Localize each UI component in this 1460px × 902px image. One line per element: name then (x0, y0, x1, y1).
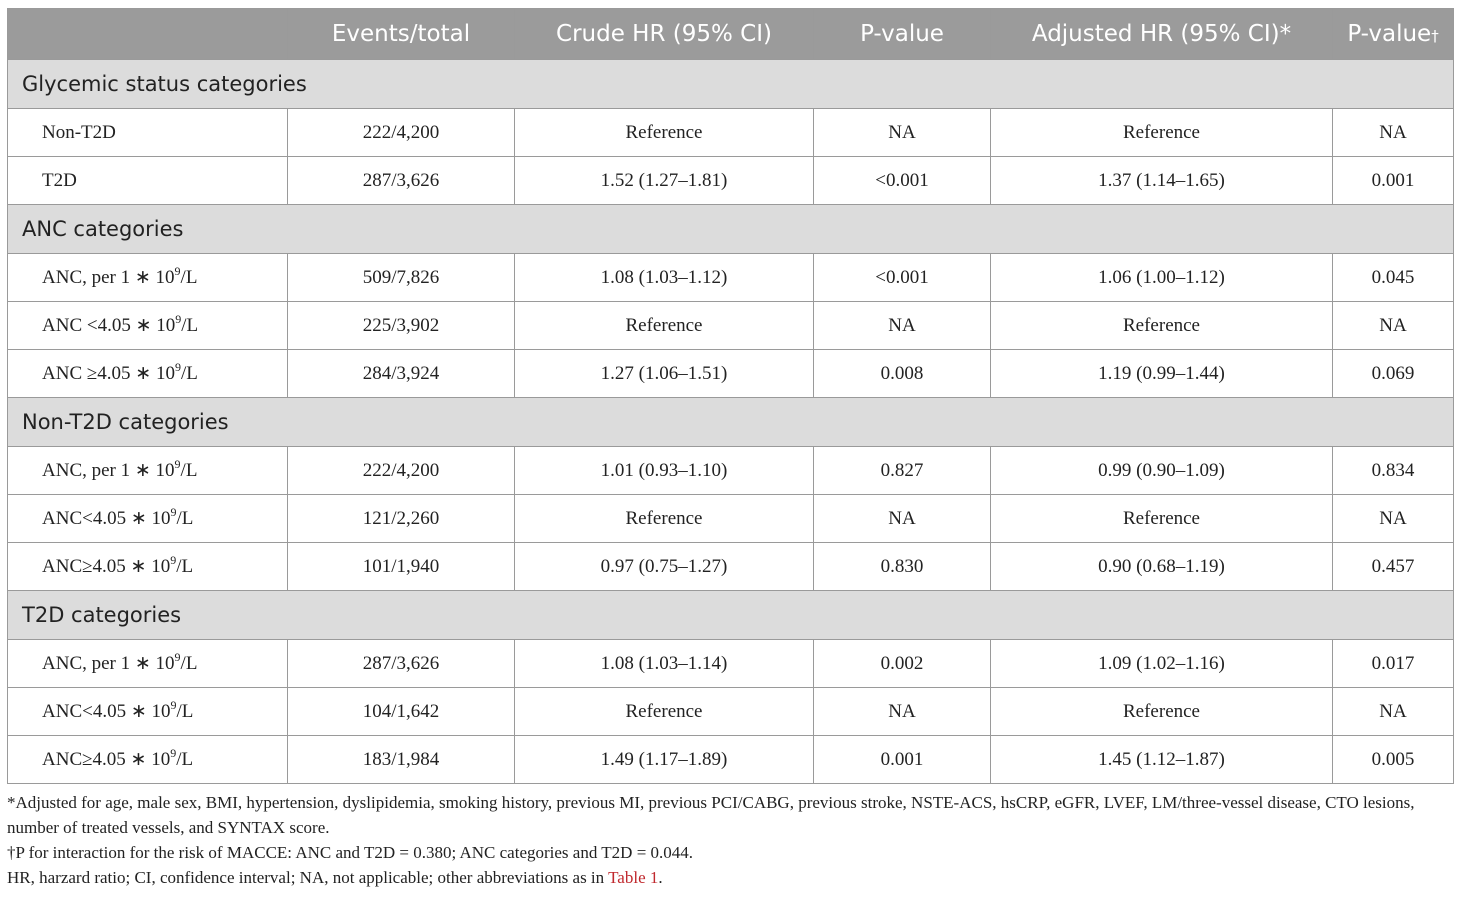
adjusted-hr-cell: Reference (991, 688, 1333, 736)
exponent: 9 (170, 745, 177, 760)
events-cell: 183/1,984 (288, 736, 515, 784)
row-label (8, 157, 288, 205)
header-events-total: Events/total (288, 9, 515, 60)
section-title: T2D categories (8, 591, 1454, 640)
events-cell: 225/3,902 (288, 302, 515, 350)
row-label (8, 640, 288, 688)
adjusted-hr-cell: Reference (991, 302, 1333, 350)
p-value-adjusted-cell: 0.834 (1333, 447, 1454, 495)
p-value-cell: 0.827 (814, 447, 991, 495)
crude-hr-cell: 1.08 (1.03–1.12) (515, 254, 814, 302)
p-value-adjusted-cell: 0.005 (1333, 736, 1454, 784)
p-value-adjusted-cell: 0.045 (1333, 254, 1454, 302)
crude-hr-cell: 0.97 (0.75–1.27) (515, 543, 814, 591)
header-crude-hr: Crude HR (95% CI) (515, 9, 814, 60)
p-value-adjusted-cell: NA (1333, 109, 1454, 157)
row-label (8, 543, 288, 591)
row-label-text: ANC, per 1 ∗ 10 (42, 653, 175, 674)
hazard-ratio-table (7, 8, 1454, 784)
crude-hr-cell: Reference (515, 109, 814, 157)
exponent: 9 (174, 263, 181, 278)
footnote-abbreviations-text: HR, harzard ratio; CI, confidence interval; NA, not applicable; other abbreviations as in (7, 868, 609, 887)
table-footnotes (7, 790, 1453, 890)
header-p-value-adjusted-label: P-value (1347, 21, 1432, 47)
adjusted-hr-cell: 1.45 (1.12–1.87) (991, 736, 1333, 784)
events-cell: 101/1,940 (288, 543, 515, 591)
table-body (8, 60, 1454, 784)
p-value-cell: NA (814, 109, 991, 157)
p-value-adjusted-cell: NA (1333, 688, 1454, 736)
row-label-text: T2D (42, 169, 77, 191)
row-label-text: ANC<4.05 ∗ 10 (42, 508, 171, 529)
adjusted-hr-cell: 1.06 (1.00–1.12) (991, 254, 1333, 302)
row-label (8, 688, 288, 736)
section-row (8, 205, 1454, 254)
row-label-unit: /L (181, 315, 199, 336)
footnote-abbreviations-end: . (658, 868, 663, 887)
row-label-unit: /L (180, 460, 198, 481)
row-label (8, 447, 288, 495)
events-cell: 287/3,626 (288, 157, 515, 205)
p-value-cell: 0.001 (814, 736, 991, 784)
exponent: 9 (170, 697, 177, 712)
events-cell: 104/1,642 (288, 688, 515, 736)
crude-hr-cell: Reference (515, 688, 814, 736)
p-value-cell: 0.830 (814, 543, 991, 591)
crude-hr-cell: 1.49 (1.17–1.89) (515, 736, 814, 784)
row-label-text: ANC ≥4.05 ∗ 10 (42, 363, 175, 384)
crude-hr-cell: 1.27 (1.06–1.51) (515, 350, 814, 398)
p-value-cell: 0.008 (814, 350, 991, 398)
adjusted-hr-cell: 1.37 (1.14–1.65) (991, 157, 1333, 205)
section-row (8, 398, 1454, 447)
row-label-unit: /L (180, 363, 198, 384)
header-p-value-adjusted (1333, 9, 1454, 60)
row-label-text: ANC≥4.05 ∗ 10 (42, 556, 171, 577)
table-row (8, 736, 1454, 784)
crude-hr-cell: Reference (515, 302, 814, 350)
table-row (8, 447, 1454, 495)
section-title: ANC categories (8, 205, 1454, 254)
header-blank (8, 9, 288, 60)
p-value-cell: <0.001 (814, 157, 991, 205)
table-row (8, 109, 1454, 157)
section-title: Non-T2D categories (8, 398, 1454, 447)
footnote-interaction: †P for interaction for the risk of MACCE: ANC and T2D = 0.380; ANC categories and T2D = 0.044. (7, 843, 694, 862)
p-value-adjusted-cell: 0.017 (1333, 640, 1454, 688)
footnote-adjusted: *Adjusted for age, male sex, BMI, hypertension, dyslipidemia, smoking history, previous MI, previous PCI/CABG, previous stroke, NSTE-ACS, hsCRP, eGFR, LVEF, LM/three-vessel disease, CTO lesions, number of treated vessels, and SYNTAX score. (7, 793, 1415, 837)
events-cell: 287/3,626 (288, 640, 515, 688)
exponent: 9 (174, 359, 181, 374)
row-label-text: ANC<4.05 ∗ 10 (42, 701, 171, 722)
row-label-text: ANC, per 1 ∗ 10 (42, 460, 175, 481)
row-label-unit: /L (176, 749, 194, 770)
adjusted-hr-cell: 1.19 (0.99–1.44) (991, 350, 1333, 398)
results-table-container (7, 8, 1453, 784)
p-value-cell: <0.001 (814, 254, 991, 302)
header-row (8, 9, 1454, 60)
p-value-cell: NA (814, 302, 991, 350)
exponent: 9 (170, 552, 177, 567)
section-title: Glycemic status categories (8, 60, 1454, 109)
p-value-cell: 0.002 (814, 640, 991, 688)
adjusted-hr-cell: 0.99 (0.90–1.09) (991, 447, 1333, 495)
p-value-adjusted-cell: NA (1333, 302, 1454, 350)
p-value-adjusted-cell: 0.001 (1333, 157, 1454, 205)
table-1-link[interactable]: Table 1 (608, 868, 659, 887)
table-row (8, 688, 1454, 736)
row-label (8, 495, 288, 543)
row-label-unit: /L (176, 556, 194, 577)
events-cell: 284/3,924 (288, 350, 515, 398)
header-p-value: P-value (814, 9, 991, 60)
crude-hr-cell: 1.08 (1.03–1.14) (515, 640, 814, 688)
row-label (8, 302, 288, 350)
crude-hr-cell: 1.01 (0.93–1.10) (515, 447, 814, 495)
section-row (8, 60, 1454, 109)
p-value-adjusted-cell: NA (1333, 495, 1454, 543)
row-label-text: ANC, per 1 ∗ 10 (42, 267, 175, 288)
table-row (8, 495, 1454, 543)
table-row (8, 350, 1454, 398)
adjusted-hr-cell: 1.09 (1.02–1.16) (991, 640, 1333, 688)
p-value-cell: NA (814, 495, 991, 543)
events-cell: 121/2,260 (288, 495, 515, 543)
row-label-unit: /L (176, 508, 194, 529)
table-row (8, 157, 1454, 205)
row-label-unit: /L (180, 267, 198, 288)
row-label (8, 109, 288, 157)
events-cell: 509/7,826 (288, 254, 515, 302)
adjusted-hr-cell: 0.90 (0.68–1.19) (991, 543, 1333, 591)
row-label-text: ANC <4.05 ∗ 10 (42, 315, 176, 336)
header-adjusted-hr: Adjusted HR (95% CI)* (991, 9, 1333, 60)
table-row (8, 254, 1454, 302)
footnote-abbreviations (7, 865, 1453, 890)
dagger-mark: † (1431, 27, 1439, 45)
row-label (8, 736, 288, 784)
section-row (8, 591, 1454, 640)
row-label-text: ANC≥4.05 ∗ 10 (42, 749, 171, 770)
row-label (8, 254, 288, 302)
p-value-adjusted-cell: 0.457 (1333, 543, 1454, 591)
adjusted-hr-cell: Reference (991, 109, 1333, 157)
table-row (8, 302, 1454, 350)
crude-hr-cell: 1.52 (1.27–1.81) (515, 157, 814, 205)
exponent: 9 (174, 649, 181, 664)
adjusted-hr-cell: Reference (991, 495, 1333, 543)
p-value-cell: NA (814, 688, 991, 736)
row-label-text: Non-T2D (42, 121, 116, 143)
exponent: 9 (170, 504, 177, 519)
row-label-unit: /L (176, 701, 194, 722)
table-row (8, 543, 1454, 591)
events-cell: 222/4,200 (288, 109, 515, 157)
row-label (8, 350, 288, 398)
table-row (8, 640, 1454, 688)
crude-hr-cell: Reference (515, 495, 814, 543)
exponent: 9 (174, 456, 181, 471)
p-value-adjusted-cell: 0.069 (1333, 350, 1454, 398)
row-label-unit: /L (180, 653, 198, 674)
events-cell: 222/4,200 (288, 447, 515, 495)
exponent: 9 (175, 311, 182, 326)
